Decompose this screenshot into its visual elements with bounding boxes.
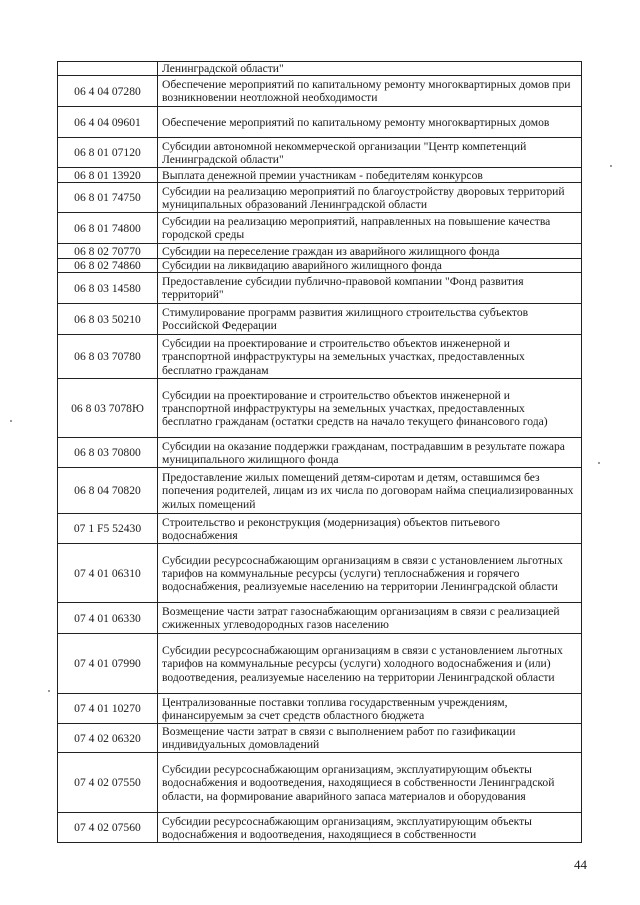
- row-code: 06 4 04 09601: [58, 107, 158, 138]
- row-description: Предоставление субсидии публично-правовой компании "Фонд развития территорий": [158, 273, 582, 304]
- row-code: 07 4 01 06330: [58, 603, 158, 634]
- table-row: [58, 213, 582, 244]
- table-row: [58, 183, 582, 213]
- table-row: [58, 168, 582, 183]
- table-row: [58, 603, 582, 634]
- row-description: Стимулирование программ развития жилищного строительства субъектов Российской Федерации: [158, 304, 582, 335]
- row-description: Ленинградской области": [158, 62, 582, 76]
- scan-speck: [610, 165, 612, 167]
- row-description: Субсидии ресурсоснабжающим организациям в связи с установлением льготных тарифов на коммунальные ресурсы (услуги) холодного водоснабжения и (или) водоотведения, реализуемые населению на территории Ленинградской области: [158, 634, 582, 694]
- table-row: [58, 62, 582, 76]
- row-code: 06 8 01 74750: [58, 183, 158, 213]
- row-code: 06 8 04 70820: [58, 468, 158, 514]
- row-code: 06 8 01 07120: [58, 138, 158, 168]
- row-code: 07 4 01 07990: [58, 634, 158, 694]
- row-code: 06 8 03 70780: [58, 335, 158, 379]
- row-code: 07 4 01 10270: [58, 694, 158, 724]
- row-description: Субсидии ресурсоснабжающим организациям, эксплуатирующим объекты водоснабжения и водоотведения, находящиеся в собственности: [158, 813, 582, 843]
- row-code: 07 4 02 07550: [58, 753, 158, 813]
- row-description: Субсидии на реализацию мероприятий по благоустройству дворовых территорий муниципальных образований Ленинградской области: [158, 183, 582, 213]
- row-code: 07 1 F5 52430: [58, 514, 158, 544]
- table-row: [58, 468, 582, 514]
- table-row: [58, 259, 582, 273]
- row-description: Обеспечение мероприятий по капитальному ремонту многоквартирных домов при возникновении неотложной необходимости: [158, 76, 582, 107]
- row-description: Централизованные поставки топлива государственным учреждениям, финансируемым за счет средств областного бюджета: [158, 694, 582, 724]
- table-row: [58, 753, 582, 813]
- row-description: Субсидии на ликвидацию аварийного жилищного фонда: [158, 259, 582, 273]
- row-code: [58, 62, 158, 76]
- row-description: Субсидии на проектирование и строительство объектов инженерной и транспортной инфраструктуры на земельных участках, предоставленных бесплатно гражданам (остатки средств на начало текущего финансового года): [158, 379, 582, 438]
- table-row: [58, 379, 582, 438]
- table-row: [58, 244, 582, 259]
- row-code: 06 8 01 13920: [58, 168, 158, 183]
- table-row: [58, 76, 582, 107]
- table-row: [58, 138, 582, 168]
- scan-speck: [598, 462, 600, 464]
- page-number: 44: [574, 857, 587, 872]
- table-row: [58, 694, 582, 724]
- row-code: 07 4 02 06320: [58, 724, 158, 753]
- row-description: Субсидии ресурсоснабжающим организациям в связи с установлением льготных тарифов на коммунальные ресурсы (услуги) теплоснабжения и горячего водоснабжения, реализуемые населению на территории Ленинградской области: [158, 544, 582, 603]
- row-description: Выплата денежной премии участникам - победителям конкурсов: [158, 168, 582, 183]
- row-description: Строительство и реконструкция (модернизация) объектов питьевого водоснабжения: [158, 514, 582, 544]
- table-row: [58, 273, 582, 304]
- row-code: 06 8 03 70800: [58, 438, 158, 468]
- table-body: [58, 62, 582, 843]
- table-row: [58, 335, 582, 379]
- table-row: [58, 813, 582, 843]
- table-row: [58, 724, 582, 753]
- row-code: 06 8 03 7078Ю: [58, 379, 158, 438]
- row-description: Субсидии на реализацию мероприятий, направленных на повышение качества городской среды: [158, 213, 582, 244]
- row-code: 06 8 01 74800: [58, 213, 158, 244]
- scan-speck: [48, 690, 50, 692]
- row-code: 06 8 02 70770: [58, 244, 158, 259]
- table-row: [58, 438, 582, 468]
- row-description: Субсидии на переселение граждан из аварийного жилищного фонда: [158, 244, 582, 259]
- table-row: [58, 107, 582, 138]
- row-description: Субсидии на проектирование и строительство объектов инженерной и транспортной инфраструктуры на земельных участках, предоставленных бесплатно гражданам: [158, 335, 582, 379]
- table-row: [58, 514, 582, 544]
- row-code: 06 8 02 74860: [58, 259, 158, 273]
- row-description: Возмещение части затрат в связи с выполнением работ по газификации индивидуальных домовладений: [158, 724, 582, 753]
- row-description: Субсидии на оказание поддержки гражданам, пострадавшим в результате пожара муниципального жилищного фонда: [158, 438, 582, 468]
- row-description: Субсидии ресурсоснабжающим организациям, эксплуатирующим объекты водоснабжения и водоотведения, находящиеся в собственности Ленинградской области, на формирование аварийного запаса материалов и оборудования: [158, 753, 582, 813]
- row-description: Обеспечение мероприятий по капитальному ремонту многоквартирных домов: [158, 107, 582, 138]
- scan-speck: [10, 420, 12, 422]
- table-row: [58, 304, 582, 335]
- row-description: Возмещение части затрат газоснабжающим организациям в связи с реализацией сжиженных углеводородных газов населению: [158, 603, 582, 634]
- row-code: 07 4 01 06310: [58, 544, 158, 603]
- budget-codes-table: [57, 61, 582, 843]
- table-row: [58, 634, 582, 694]
- row-code: 06 8 03 14580: [58, 273, 158, 304]
- row-code: 06 8 03 50210: [58, 304, 158, 335]
- table-row: [58, 544, 582, 603]
- row-code: 06 4 04 07280: [58, 76, 158, 107]
- row-code: 07 4 02 07560: [58, 813, 158, 843]
- row-description: Субсидии автономной некоммерческой организации "Центр компетенций Ленинградской области": [158, 138, 582, 168]
- row-description: Предоставление жилых помещений детям-сиротам и детям, оставшимся без попечения родителей, лицам из их числа по договорам найма специализированных жилых помещений: [158, 468, 582, 514]
